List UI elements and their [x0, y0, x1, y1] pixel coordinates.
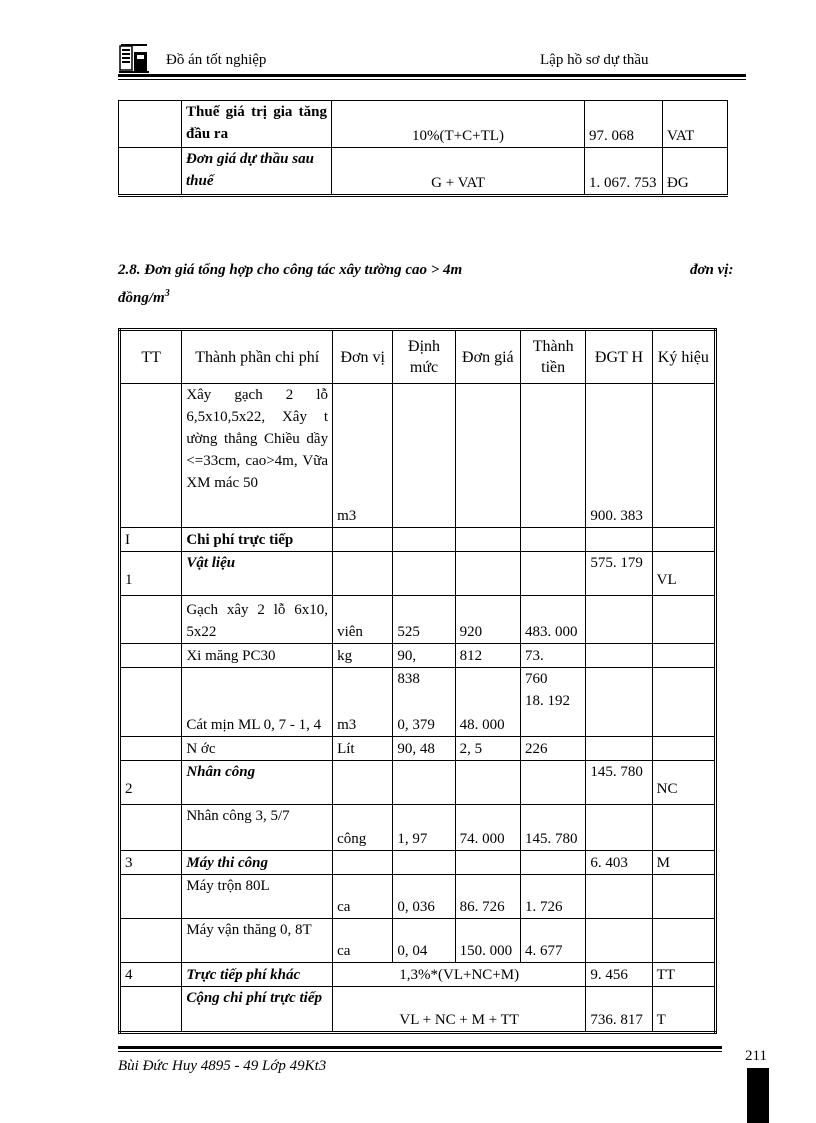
cell-symbol [652, 596, 715, 644]
cell-name: N ớc [182, 737, 333, 761]
cell-tt [120, 987, 182, 1033]
bid-price-label: Đơn giá dự thầu sau thuế [182, 148, 332, 196]
cell-tt [120, 596, 182, 644]
cell-price: 812 [455, 644, 520, 668]
cell-amount: 483. 000 [521, 596, 586, 644]
unit-text: đồng/m [118, 290, 165, 306]
cell-tt: 4 [120, 963, 182, 987]
cell-norm [393, 851, 455, 875]
vat-formula: 10%(T+C+TL) [332, 101, 585, 148]
cell-unit [333, 851, 393, 875]
section-unit-value [118, 288, 170, 307]
table-row [120, 384, 716, 528]
table-row [119, 148, 728, 196]
table-header-row [120, 330, 716, 384]
cell-symbol [652, 919, 715, 963]
cell-name: Chi phí trực tiếp [182, 528, 333, 552]
cell-tt: 1 [120, 552, 182, 596]
cell-unit [333, 528, 393, 552]
cell-name: Máy thi công [182, 851, 333, 875]
header-rule-thin [118, 79, 746, 80]
col-header-unit: Đơn vị [333, 330, 393, 384]
cell-norm [393, 552, 455, 596]
cell-price: 48. 000 [455, 668, 520, 737]
bid-price-value: 1. 067. 753 [585, 148, 663, 196]
table-row [120, 528, 716, 552]
page-number: 211 [745, 1048, 767, 1064]
cell-symbol: VL [652, 552, 715, 596]
cell-dgth: 6. 403 [586, 851, 652, 875]
vat-value: 97. 068 [585, 101, 663, 148]
cell-price [455, 552, 520, 596]
cell-dgth: 9. 456 [586, 963, 652, 987]
cell-symbol: TT [652, 963, 715, 987]
cell-formula: 1,3%*(VL+NC+M) [333, 963, 586, 987]
cell-unit: m3 [333, 384, 393, 528]
col-header-symbol: Ký hiệu [652, 330, 715, 384]
cell-price: 74. 000 [455, 805, 520, 851]
cell-dgth [586, 875, 652, 919]
table-cell [119, 148, 182, 196]
cell-symbol [652, 384, 715, 528]
cell-norm [393, 384, 455, 528]
cell-amount [521, 851, 586, 875]
cell-dgth [586, 805, 652, 851]
cell-norm: 0, 036 [393, 875, 455, 919]
cell-symbol [652, 668, 715, 737]
cell-amount [521, 552, 586, 596]
section-unit-label: đơn vị: [690, 262, 734, 278]
vat-symbol: VAT [663, 101, 728, 148]
amount-top: 760 [525, 671, 548, 687]
bid-price-symbol: ĐG [663, 148, 728, 196]
cell-dgth: 145. 780 [586, 761, 652, 805]
cell-name: Xây gạch 2 lỗ 6,5x10,5x22, Xây t ường thẳng Chiều dầy <=33cm, cao>4m, Vữa XM mác 50 [182, 384, 333, 528]
cell-symbol [652, 805, 715, 851]
cell-tt [120, 644, 182, 668]
cell-unit [333, 761, 393, 805]
table-row [120, 963, 716, 987]
table-row [120, 737, 716, 761]
header-left-title: Đồ án tốt nghiệp [166, 52, 267, 68]
unit-price-table [118, 328, 717, 1034]
cell-symbol: T [652, 987, 715, 1033]
table-cell [119, 101, 182, 148]
top-tax-table [118, 100, 728, 197]
cell-amount: 226 [521, 737, 586, 761]
cell-tt [120, 737, 182, 761]
cell-name: Trực tiếp phí khác [182, 963, 333, 987]
cell-norm: 525 [393, 596, 455, 644]
cell-name: Cộng chi phí trực tiếp [182, 987, 333, 1033]
cell-norm: 90, [393, 644, 455, 668]
footer-author: Bùi Đức Huy 4895 - 49 Lớp 49Kt3 [118, 1058, 327, 1074]
col-header-dgth: ĐGT H [586, 330, 652, 384]
cell-unit: ca [333, 875, 393, 919]
col-header-norm: Định mức [393, 330, 455, 384]
unit-superscript: 3 [164, 288, 170, 299]
cell-dgth: 575. 179 [586, 552, 652, 596]
cell-name: Nhân công 3, 5/7 [182, 805, 333, 851]
table-row [120, 668, 716, 737]
cell-unit: ca [333, 919, 393, 963]
cell-norm: 1, 97 [393, 805, 455, 851]
cell-symbol: NC [652, 761, 715, 805]
cell-amount: 1. 726 [521, 875, 586, 919]
cell-symbol: M [652, 851, 715, 875]
cell-unit: Lít [333, 737, 393, 761]
table-row [120, 851, 716, 875]
cell-price: 150. 000 [455, 919, 520, 963]
cell-norm [393, 668, 455, 737]
table-row [119, 101, 728, 148]
cell-tt [120, 919, 182, 963]
cell-tt [120, 805, 182, 851]
cell-price [455, 851, 520, 875]
cell-symbol [652, 737, 715, 761]
footer-side-bar [747, 1068, 769, 1123]
cell-price [455, 528, 520, 552]
table-row [120, 875, 716, 919]
cell-tt [120, 668, 182, 737]
cell-tt [120, 875, 182, 919]
cell-price: 920 [455, 596, 520, 644]
cell-amount [521, 761, 586, 805]
cell-dgth: 736. 817 [586, 987, 652, 1033]
cell-name: Vật liệu [182, 552, 333, 596]
norm-bottom: 0, 379 [397, 717, 435, 733]
cell-tt: 3 [120, 851, 182, 875]
cell-price: 2, 5 [455, 737, 520, 761]
col-header-tt: TT [120, 330, 182, 384]
footer-rule [118, 1046, 722, 1049]
col-header-price: Đơn giá [455, 330, 520, 384]
cell-dgth [586, 596, 652, 644]
cell-unit: m3 [333, 668, 393, 737]
col-header-component: Thành phần chi phí [182, 330, 333, 384]
cell-name: Máy trộn 80L [182, 875, 333, 919]
cell-formula: VL + NC + M + TT [333, 987, 586, 1033]
cell-dgth [586, 737, 652, 761]
cell-dgth [586, 668, 652, 737]
thesis-logo-icon [119, 44, 149, 74]
cell-amount: 4. 677 [521, 919, 586, 963]
table-row [120, 919, 716, 963]
norm-top: 838 [397, 671, 420, 687]
bid-price-formula: G + VAT [332, 148, 585, 196]
cell-symbol [652, 644, 715, 668]
cell-amount [521, 668, 586, 737]
cell-name: Xi măng PC30 [182, 644, 333, 668]
cell-norm [393, 528, 455, 552]
table-row [120, 596, 716, 644]
cell-price [455, 384, 520, 528]
cell-amount [521, 528, 586, 552]
cell-amount: 73. [521, 644, 586, 668]
header-right-title: Lập hồ sơ dự thầu [540, 52, 649, 68]
amount-bottom: 18. 192 [525, 693, 570, 709]
cell-name: Cát mịn ML 0, 7 - 1, 4 [182, 668, 333, 737]
cell-name: Nhân công [182, 761, 333, 805]
cell-tt: 2 [120, 761, 182, 805]
cell-unit: kg [333, 644, 393, 668]
section-title: 2.8. Đơn giá tổng hợp cho công tác xây tường cao > 4m [118, 262, 463, 278]
table-row [120, 805, 716, 851]
cell-norm: 90, 48 [393, 737, 455, 761]
vat-label: Thuế giá trị gia tăng đầu ra [182, 101, 332, 148]
table-row [120, 987, 716, 1033]
cell-price: 86. 726 [455, 875, 520, 919]
cell-name: Gạch xây 2 lỗ 6x10, 5x22 [182, 596, 333, 644]
cell-tt [120, 384, 182, 528]
cell-price [455, 761, 520, 805]
cell-dgth: 900. 383 [586, 384, 652, 528]
table-row [120, 552, 716, 596]
cell-norm [393, 761, 455, 805]
cell-amount: 145. 780 [521, 805, 586, 851]
footer-rule-thin [118, 1051, 722, 1052]
cell-dgth [586, 528, 652, 552]
cell-norm: 0, 04 [393, 919, 455, 963]
cell-unit: viên [333, 596, 393, 644]
header-rule [118, 74, 746, 77]
table-row [120, 761, 716, 805]
cell-amount [521, 384, 586, 528]
cell-symbol [652, 528, 715, 552]
cell-dgth [586, 919, 652, 963]
cell-name: Máy vận thăng 0, 8T [182, 919, 333, 963]
col-header-amount: Thành tiền [521, 330, 586, 384]
cell-symbol [652, 875, 715, 919]
cell-unit: công [333, 805, 393, 851]
cell-dgth [586, 644, 652, 668]
cell-unit [333, 552, 393, 596]
table-row [120, 644, 716, 668]
cell-tt: I [120, 528, 182, 552]
